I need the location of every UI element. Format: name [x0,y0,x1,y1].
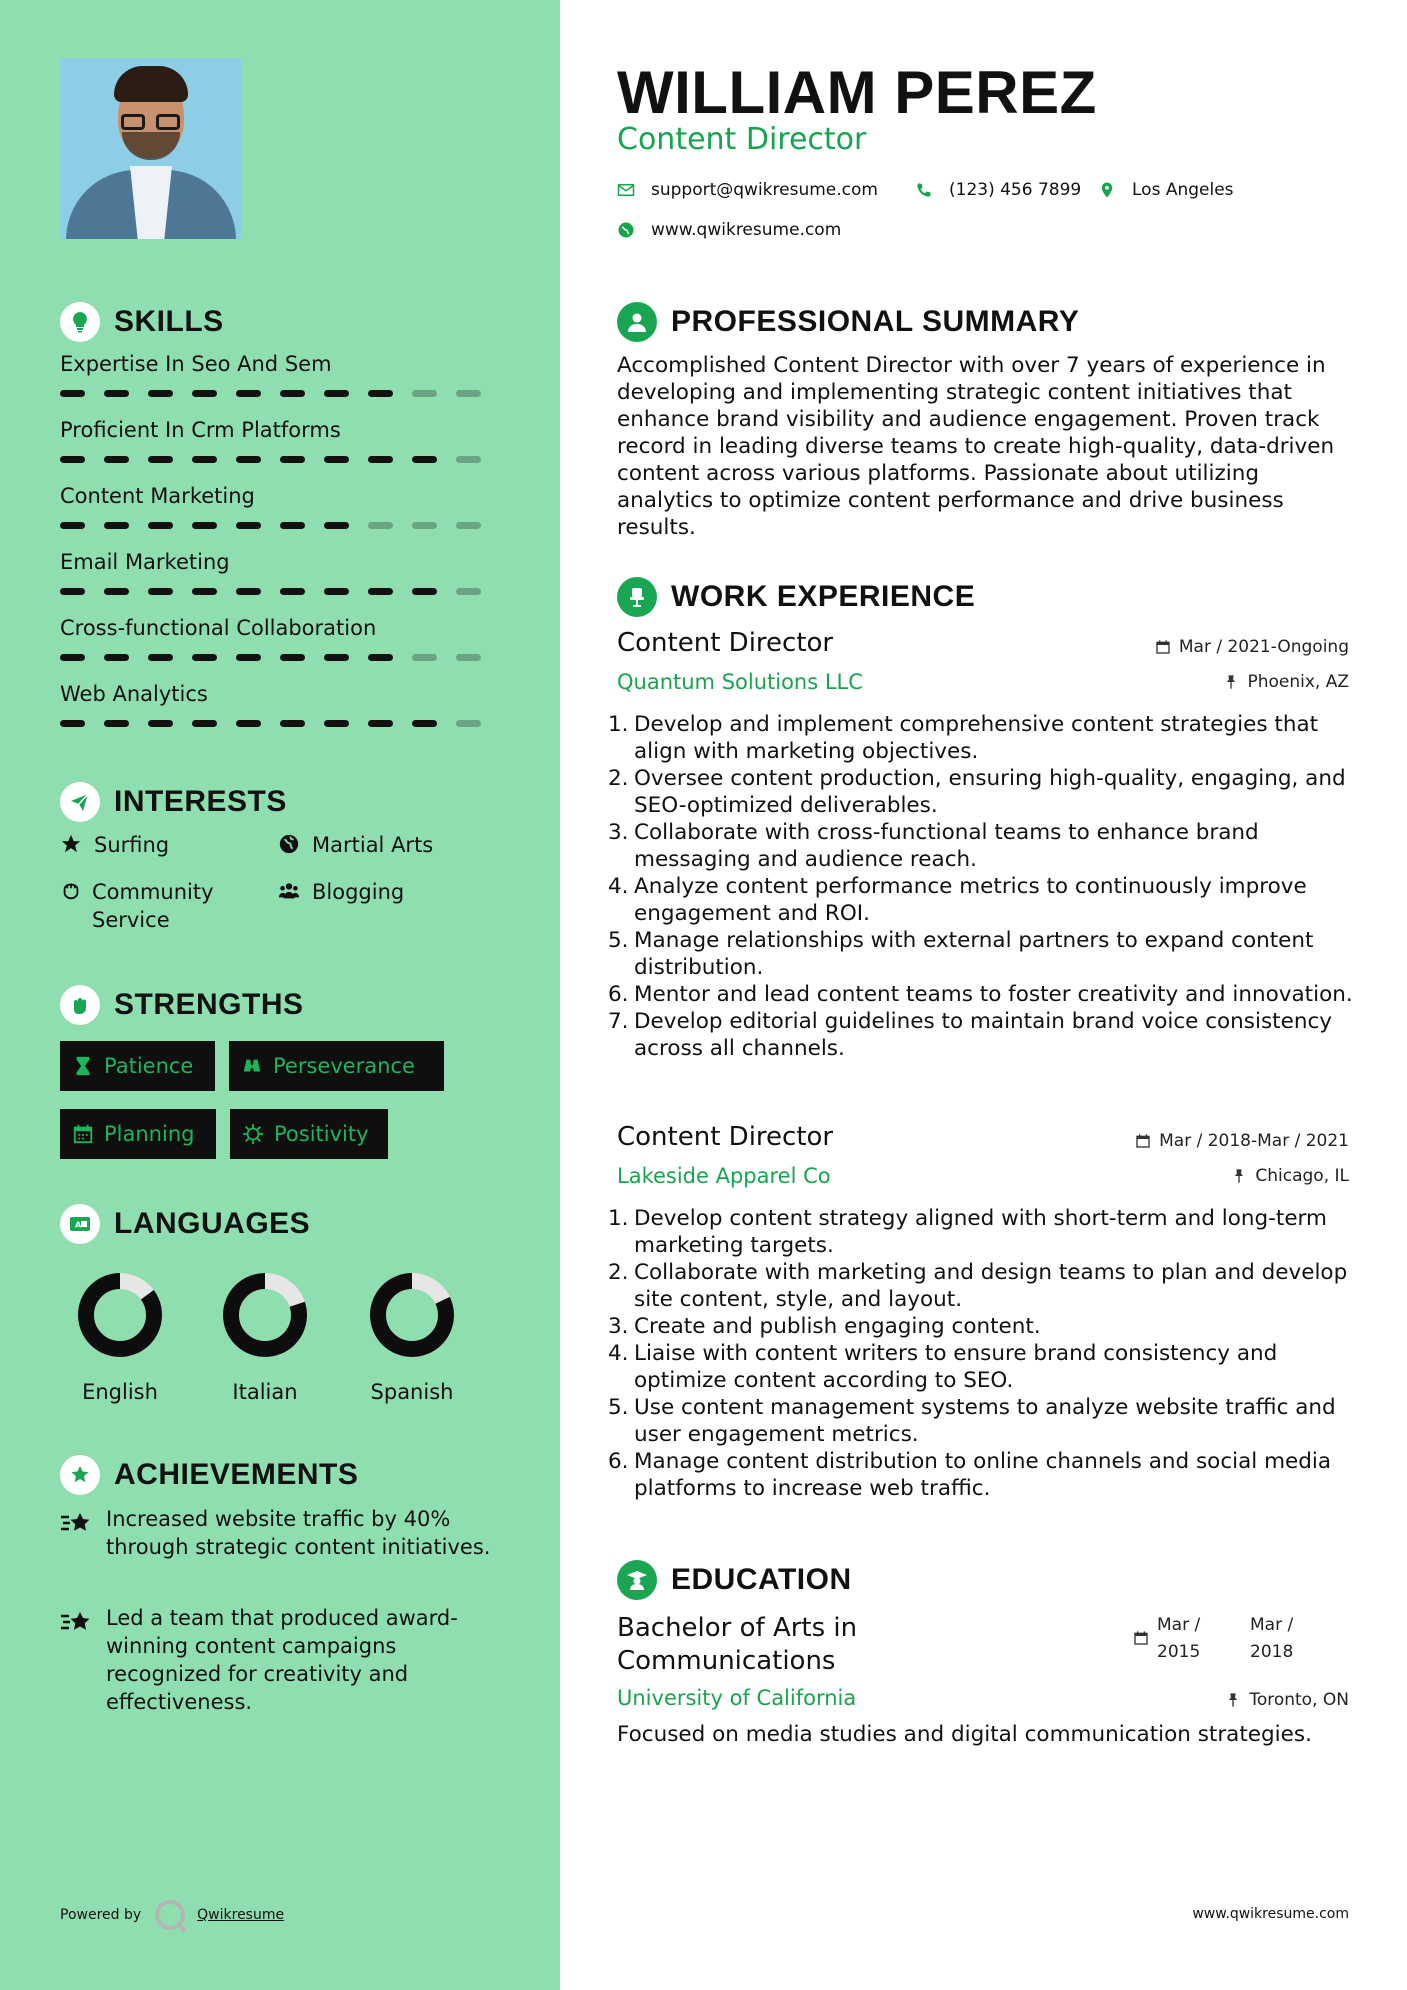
strength-badge: Positivity [230,1109,388,1159]
job-date: Mar / 2018-Mar / 2021 [1135,1131,1349,1151]
skill-meter-dot [412,720,437,727]
skill-meter-dot [236,456,261,463]
contact-email[interactable]: support@qwikresume.com [617,180,878,200]
skill-meter [60,522,500,529]
users-icon [278,880,302,904]
duty-item: 2. Oversee content production, ensuring high-quality, engaging, and SEO-optimized deliverables. [608,766,1346,818]
duty-item: 6. Mentor and lead content teams to foster creativity and innovation. [608,982,1353,1007]
skill-meter-dot [412,654,437,661]
interest-item: Community Service [60,878,260,934]
interest-item: Blogging [278,878,404,906]
map-pin-icon [1098,181,1116,199]
skill-meter-dot [236,654,261,661]
skill-meter-dot [456,588,481,595]
trophy-star-icon [60,1455,100,1495]
skill-meter-dot [412,588,437,595]
skill-meter-dot [324,390,349,397]
skill-name: Proficient In Crm Platforms [60,418,341,442]
job-location: Phoenix, AZ [1223,672,1349,692]
calendar-icon [1135,1133,1151,1149]
languages-heading: A LANGUAGES [60,1204,310,1244]
skills-heading: SKILLS [60,302,224,342]
duty-item: 1. Develop content strategy aligned with short-term and long-term marketing targets. [608,1206,1327,1258]
skill-meter-dot [280,456,305,463]
hand-icon [60,880,82,904]
skill-item [60,352,500,397]
pin-icon [1225,1692,1241,1708]
duty-item: 3. Create and publish engaging content. [608,1314,1041,1339]
contact-phone[interactable]: (123) 456 7899 [915,180,1081,200]
job-location: Chicago, IL [1231,1166,1349,1186]
language-item: Italian [205,1272,325,1404]
job-title: Content Director [617,628,834,658]
skill-meter-dot [456,390,481,397]
graduate-icon [617,1560,657,1600]
skill-meter-dot [104,456,129,463]
skill-meter-dot [368,720,393,727]
skill-meter-dot [60,390,85,397]
skill-meter-dot [192,456,217,463]
skill-meter-dot [368,522,393,529]
hourglass-icon [72,1055,94,1077]
experience-heading: WORK EXPERIENCE [617,577,975,617]
skill-meter-dot [192,720,217,727]
sun-icon [242,1123,264,1145]
skill-meter-dot [236,390,261,397]
skill-meter-dot [324,654,349,661]
job-duties [608,711,1358,1062]
skill-item [60,484,500,529]
language-ring [369,1272,455,1358]
achievement-item: Increased website traffic by 40% through strategic content initiatives. [60,1505,500,1561]
skill-meter-dot [60,456,85,463]
calendar-icon [72,1123,94,1145]
shooting-star-icon [60,1507,96,1561]
strength-badge: Planning [60,1109,216,1159]
skill-meter-dot [60,654,85,661]
chair-icon [617,577,657,617]
user-icon [617,302,657,342]
qwikresume-link[interactable]: Qwikresume [197,1907,285,1923]
globe-icon [617,221,635,239]
skill-meter [60,720,500,727]
duty-item: 6. Manage content distribution to online channels and social media platforms to increase web traffic. [608,1449,1332,1501]
language-ring [222,1272,308,1358]
skill-meter-dot [280,720,305,727]
skill-meter-dot [104,720,129,727]
skill-item [60,682,500,727]
skill-meter-dot [236,720,261,727]
skill-meter-dot [60,588,85,595]
skill-meter-dot [280,588,305,595]
skill-meter-dot [192,654,217,661]
skill-meter-dot [280,654,305,661]
skill-name: Expertise In Seo And Sem [60,352,332,376]
skill-meter [60,390,500,397]
skill-meter-dot [412,456,437,463]
candidate-role: Content Director [617,122,867,157]
education-heading: EDUCATION [617,1560,852,1600]
skill-meter-dot [148,720,173,727]
skill-meter [60,654,500,661]
education-description: Focused on media studies and digital communication strategies. [617,1722,1312,1747]
interest-item: Surfing [60,831,169,859]
skill-meter-dot [148,522,173,529]
skill-meter-dot [324,456,349,463]
education-end-date: Mar / 2018 [1250,1615,1294,1662]
job-title: Content Director [617,1122,834,1152]
skill-meter-dot [104,522,129,529]
skill-meter-dot [236,522,261,529]
skill-meter-dot [368,456,393,463]
strength-badge: Patience [60,1041,215,1091]
skill-meter-dot [368,390,393,397]
candidate-name: WILLIAM PEREZ [617,59,1097,126]
skill-name: Cross-functional Collaboration [60,616,377,640]
education-start-date: Mar / 2015 [1133,1612,1217,1666]
skill-meter-dot [192,390,217,397]
duty-item: 1. Develop and implement comprehensive content strategies that align with marketing objectives. [608,712,1319,764]
interests-heading: INTERESTS [60,782,287,822]
sidebar [0,0,560,1990]
language-item: Spanish [352,1272,472,1404]
skill-meter-dot [104,588,129,595]
language-card-icon [60,1204,100,1244]
skill-meter-dot [236,588,261,595]
skill-name: Email Marketing [60,550,230,574]
skill-item [60,418,500,463]
skill-name: Web Analytics [60,682,208,706]
degree-title: Bachelor of Arts in Communications [617,1613,858,1676]
skill-meter-dot [456,720,481,727]
summary-heading: PROFESSIONAL SUMMARY [617,302,1079,342]
binoculars-icon [241,1055,263,1077]
job-date: Mar / 2021-Ongoing [1155,637,1349,657]
skill-meter-dot [456,654,481,661]
skill-meter-dot [104,654,129,661]
duty-item: 2. Collaborate with marketing and design teams to plan and develop site content, style, and layout. [608,1260,1348,1312]
globe-icon [278,833,302,857]
skill-meter [60,456,500,463]
shooting-star-icon [60,1606,96,1716]
achievements-heading: ACHIEVEMENTS [60,1455,358,1495]
footer-website[interactable]: www.qwikresume.com [1192,1906,1349,1922]
contact-location: Los Angeles [1098,180,1234,200]
envelope-icon [617,181,635,199]
skill-meter-dot [368,588,393,595]
pin-icon [1231,1168,1247,1184]
calendar-icon [1155,639,1171,655]
language-item: English [60,1272,180,1404]
duty-item: 4. Liaise with content writers to ensure brand consistency and optimize content according to SEO. [608,1341,1278,1393]
duty-item: 7. Develop editorial guidelines to maintain brand voice consistency across all channels. [608,1009,1333,1061]
svg-text:A: A [75,1220,82,1230]
skill-meter-dot [192,588,217,595]
skill-meter-dot [456,522,481,529]
duty-item: 5. Manage relationships with external partners to expand content distribution. [608,928,1314,980]
calendar-icon [1133,1630,1149,1646]
skill-item [60,616,500,661]
skill-meter-dot [104,390,129,397]
duty-item: 5. Use content management systems to analyze website traffic and user engagement metrics. [608,1395,1336,1447]
skill-meter-dot [60,522,85,529]
duty-item: 4. Analyze content performance metrics to continuously improve engagement and ROI. [608,874,1307,926]
skill-item [60,550,500,595]
skill-meter-dot [148,654,173,661]
skill-meter-dot [412,390,437,397]
company-name: Lakeside Apparel Co [617,1164,831,1188]
strengths-heading: STRENGTHS [60,985,304,1025]
school-name: University of California [617,1686,857,1710]
job-duties [608,1205,1358,1502]
education-location: Toronto, ON [1225,1690,1349,1710]
skill-name: Content Marketing [60,484,255,508]
company-name: Quantum Solutions LLC [617,670,863,694]
skill-meter-dot [412,522,437,529]
skill-meter-dot [324,588,349,595]
language-ring [77,1272,163,1358]
skill-meter-dot [148,390,173,397]
skill-meter-dot [148,456,173,463]
fist-icon [60,985,100,1025]
contact-website[interactable]: www.qwikresume.com [617,220,841,240]
skill-meter-dot [324,522,349,529]
skill-meter-dot [280,390,305,397]
powered-by: Powered by Qwikresume [60,1900,284,1930]
pin-icon [1223,674,1239,690]
skill-meter [60,588,500,595]
star-icon [60,833,84,857]
skill-meter-dot [148,588,173,595]
skill-meter-dot [280,522,305,529]
skill-meter-dot [324,720,349,727]
profile-photo [60,58,241,239]
lightbulb-icon [60,302,100,342]
skill-meter-dot [192,522,217,529]
qwikresume-logo-icon [155,1900,185,1930]
skill-meter-dot [368,654,393,661]
achievement-item: Led a team that produced award-winning content campaigns recognized for creativity and effectiveness. [60,1604,500,1716]
interest-item: Martial Arts [278,831,433,859]
skill-meter-dot [456,456,481,463]
duty-item: 3. Collaborate with cross-functional teams to enhance brand messaging and audience reach. [608,820,1259,872]
strength-badge: Perseverance [229,1041,444,1091]
skill-meter-dot [60,720,85,727]
paper-plane-icon [60,782,100,822]
summary-text: Accomplished Content Director with over 7 years of experience in developing and implementing strategic content initiatives that enhance brand visibility and audience engagement. Proven track record in leading diverse teams to create high-quality, data-driven content across various platforms. Passionate about utilizing analytics to optimize content performance and drive business results. [617,353,1335,540]
phone-icon [915,181,933,199]
